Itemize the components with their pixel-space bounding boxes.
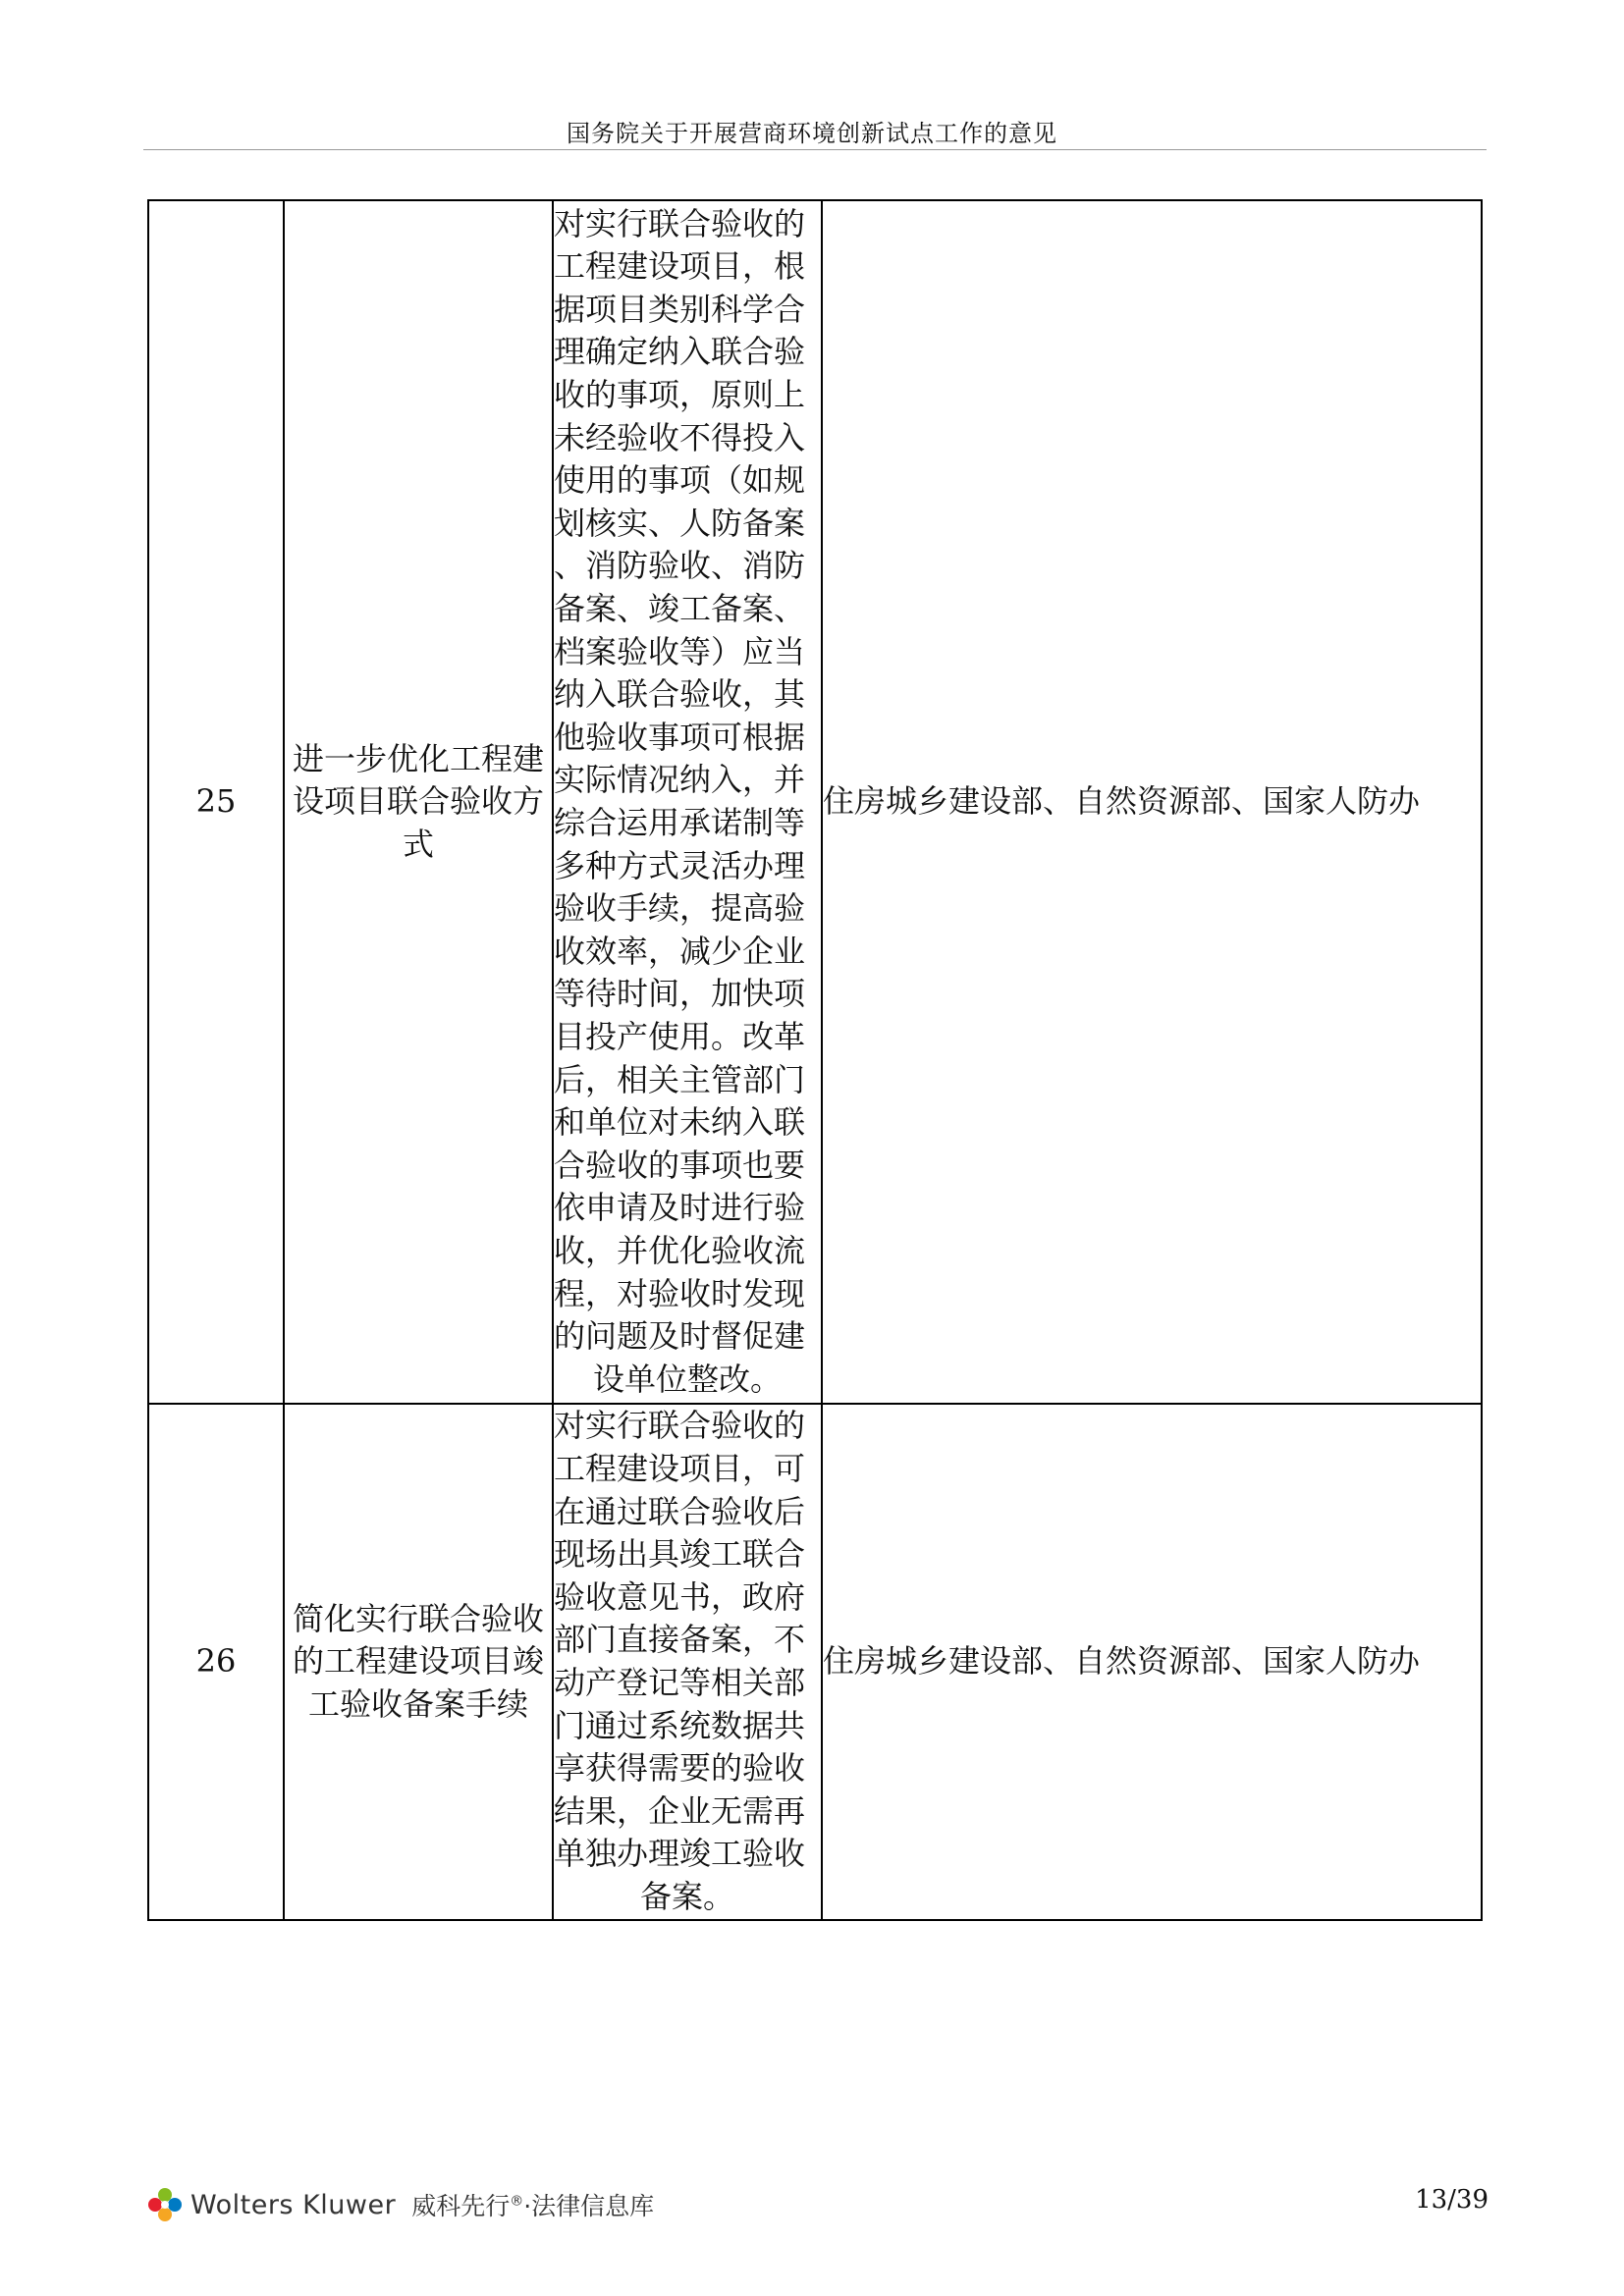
description-line: 等待时间，加快项 [554,975,806,1013]
description-line: 收效率，减少企业 [554,932,806,970]
responsible-departments: 住房城乡建设部、自然资源部、国家人防办 [822,200,1482,1404]
table-row [148,1404,1482,1920]
description-line: 享获得需要的验收 [554,1749,806,1788]
description-line: 对实行联合验收的 [554,204,806,242]
brand-name-cn [411,2187,654,2222]
description-line: 部门直接备案，不 [554,1621,806,1659]
row-number: 25 [148,200,284,1404]
description-line: 备案。 [639,1877,734,1915]
description-line: 目投产使用。改革 [554,1017,806,1055]
description-line: 多种方式灵活办理 [554,846,806,884]
brand-cn-suffix: ·法律信息库 [523,2192,655,2220]
brand-name: Wolters Kluwer [190,2189,397,2220]
logo-dot-green [158,2188,172,2202]
description-line: 综合运用承诺制等 [554,804,806,841]
description-line: 据项目类别科学合 [554,290,806,328]
logo-dot-blue [168,2198,182,2212]
description-line: 、消防验收、消防 [554,547,806,585]
description-line: 动产登记等相关部 [554,1664,806,1701]
description-line: 在通过联合验收后 [554,1492,806,1530]
description-line: 实际情况纳入，并 [554,761,806,799]
description-line: 验收手续，提高验 [554,889,806,928]
wolters-kluwer-logo-icon [147,2187,183,2222]
logo-dot-orange [158,2208,172,2221]
page-number: 13/39 [1415,2185,1489,2215]
registered-mark: ® [510,2193,524,2210]
reform-item: 进一步优化工程建设项目联合验收方式 [284,200,553,1404]
responsible-departments: 住房城乡建设部、自然资源部、国家人防办 [822,1404,1482,1920]
reform-description [553,200,822,1404]
measures-table [147,199,1483,1921]
description-line: 程，对验收时发现 [554,1274,806,1312]
description-line: 收，并优化验收流 [554,1231,806,1269]
description-line: 对实行联合验收的 [554,1407,806,1445]
description-line: 合验收的事项也要 [554,1146,806,1184]
header-divider [143,149,1487,150]
description-line: 未经验收不得投入 [554,418,806,456]
description-line: 工程建设项目，根 [554,247,806,286]
reform-description [553,1404,822,1920]
description-line: 门通过系统数据共 [554,1706,806,1744]
description-line: 单独办理竣工验收 [554,1835,806,1873]
reform-item: 简化实行联合验收的工程建设项目竣工验收备案手续 [284,1404,553,1920]
description-line: 工程建设项目，可 [554,1450,806,1488]
description-line: 备案、竣工备案、 [554,590,806,628]
description-line: 验收意见书，政府 [554,1577,806,1616]
brand-cn-text: 威科先行 [411,2192,511,2220]
row-number: 26 [148,1404,284,1920]
footer-brand [147,2183,654,2226]
logo-dot-red [148,2198,162,2212]
description-line: 档案验收等）应当 [554,632,806,670]
description-line: 他验收事项可根据 [554,718,806,756]
description-line: 后，相关主管部门 [554,1060,806,1098]
description-line: 和单位对未纳入联 [554,1103,806,1142]
logo-dot-center [161,2201,169,2209]
description-line: 现场出具竣工联合 [554,1535,806,1574]
description-line: 纳入联合验收，其 [554,675,806,714]
description-line: 理确定纳入联合验 [554,333,806,371]
description-line: 使用的事项（如规 [554,461,806,500]
description-line: 设单位整改。 [592,1360,782,1398]
description-line: 收的事项，原则上 [554,376,806,414]
table-row [148,200,1482,1404]
description-line: 结果，企业无需再 [554,1791,806,1830]
description-line: 依申请及时进行验 [554,1189,806,1227]
description-line: 划核实、人防备案 [554,504,806,542]
document-header-title: 国务院关于开展营商环境创新试点工作的意见 [567,120,1057,147]
description-line: 的问题及时督促建 [554,1317,806,1356]
